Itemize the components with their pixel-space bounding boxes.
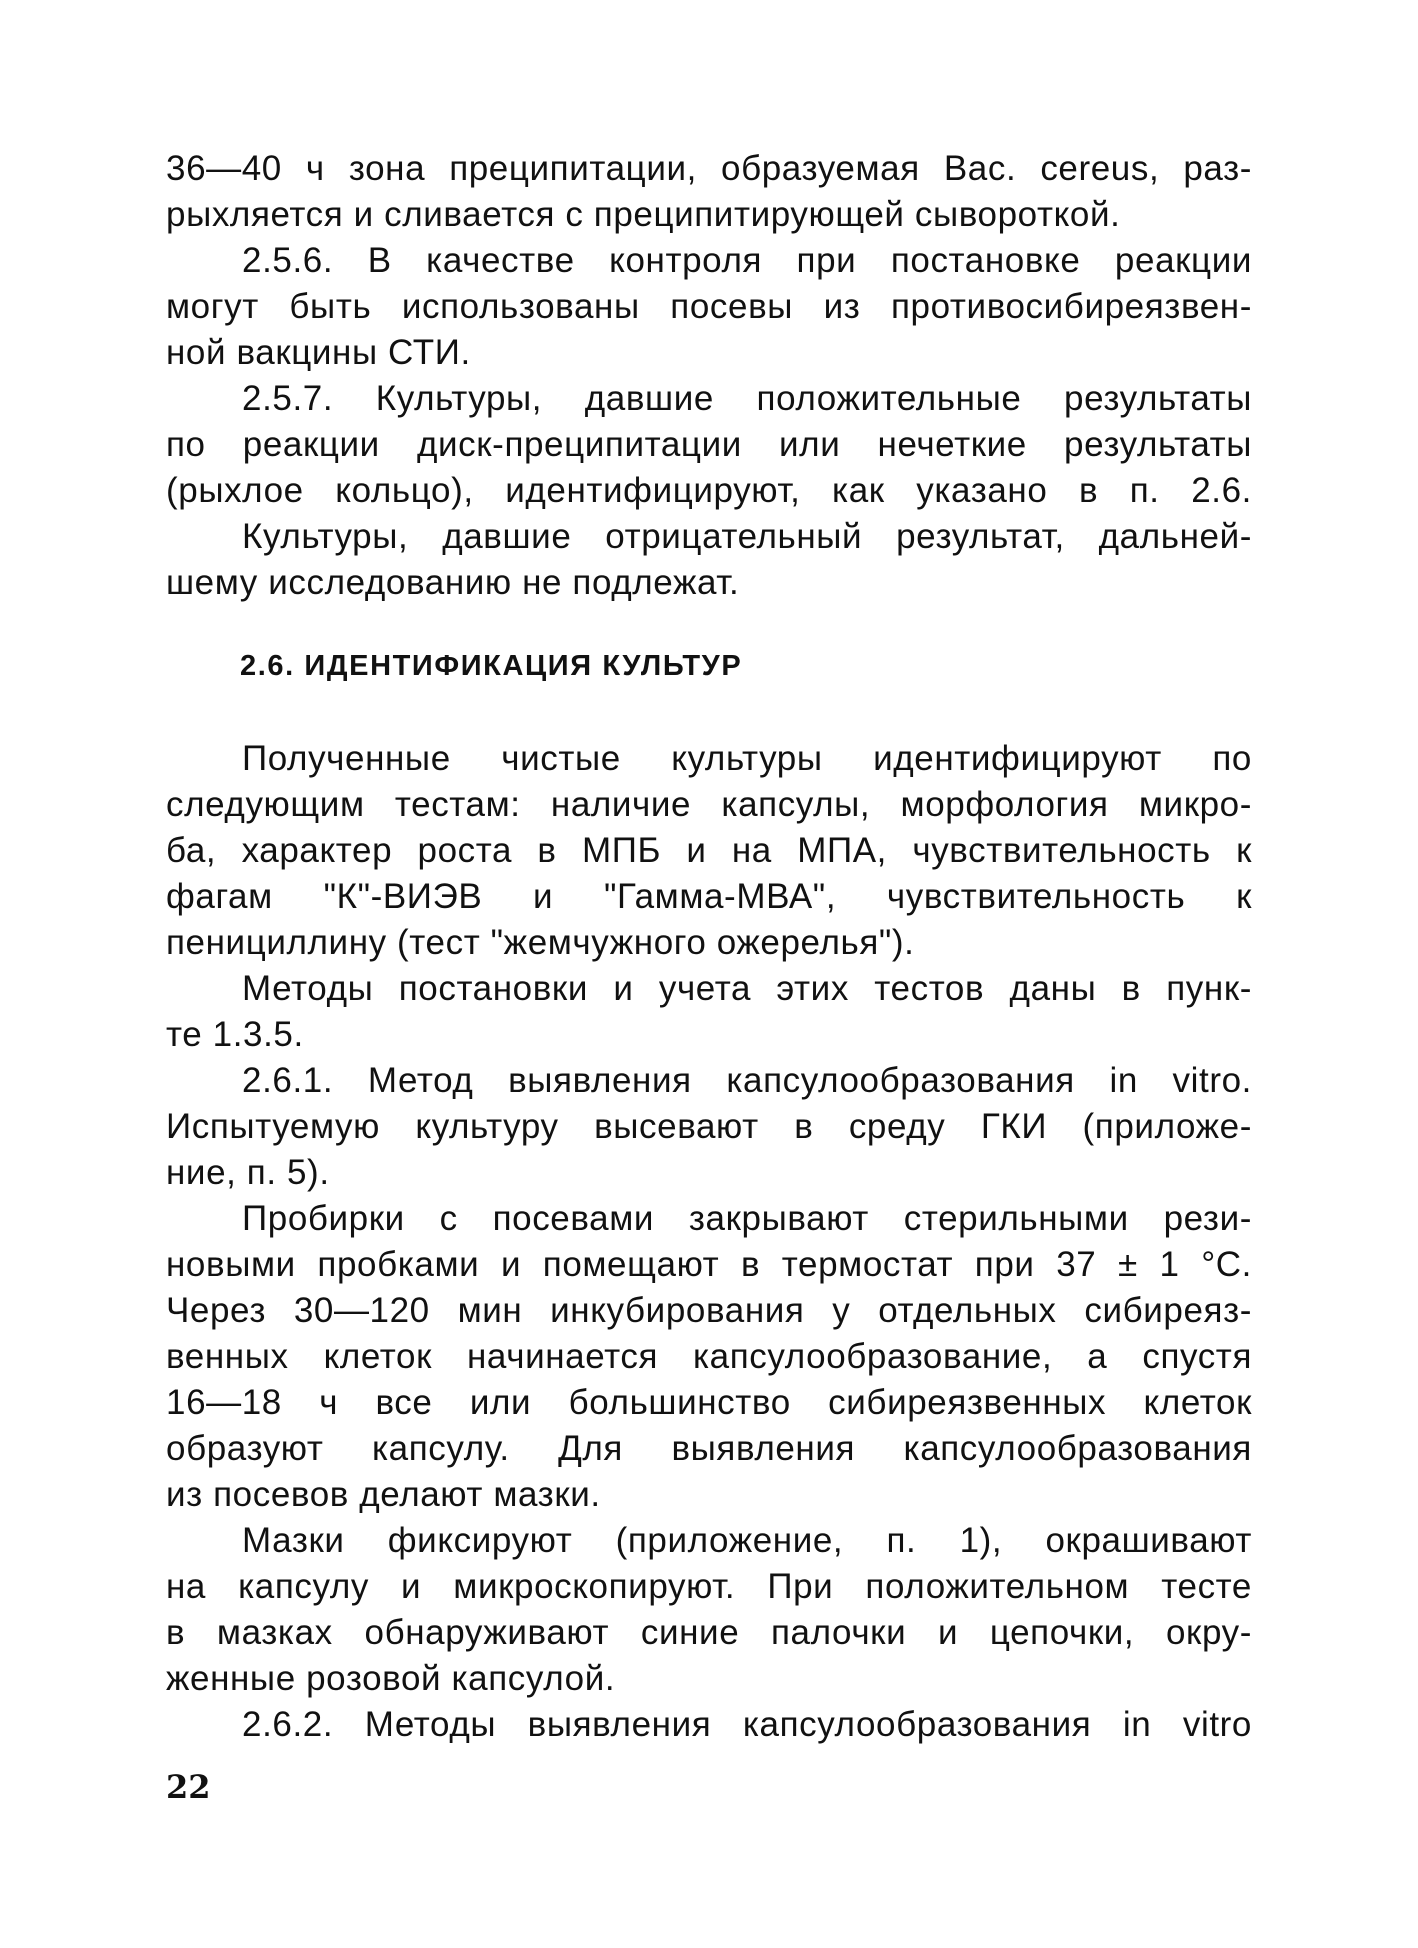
text-line: следующим тестам: наличие капсулы, морфология микро- [166,785,1252,824]
text-line: пенициллину (тест "жемчужного ожерелья"). [166,923,915,962]
text-block-continuation [166,146,1252,606]
text-line: Испытуемую культуру высевают в среду ГКИ (приложе- [166,1107,1252,1146]
text-line: рыхляется и сливается с преципитирующей сывороткой. [166,195,1121,234]
text-line: ба, характер роста в МПБ и на МПА, чувствительность к [166,831,1252,870]
text-line: Пробирки с посевами закрывают стерильными рези- [242,1199,1252,1238]
text-line: на капсулу и микроскопируют. При положительном тесте [166,1567,1252,1606]
text-line: Полученные чистые культуры идентифицируют по [242,739,1252,778]
text-line: по реакции диск-преципитации или нечеткие результаты [166,425,1252,464]
text-line: женные розовой капсулой. [166,1659,616,1698]
text-line: 36—40 ч зона преципитации, образуемая Вас. cereus, раз- [166,149,1252,188]
text-line: (рыхлое кольцо), идентифицируют, как указано в п. 2.6. [166,471,1252,510]
text-line: 2.6.1. Метод выявления капсулообразования in vitro. [242,1061,1252,1100]
text-line: Мазки фиксируют (приложение, п. 1), окрашивают [242,1521,1252,1560]
text-line: образуют капсулу. Для выявления капсулообразования [166,1429,1252,1468]
text-line: шему исследованию не подлежат. [166,563,740,602]
section-heading: 2.6. ИДЕНТИФИКАЦИЯ КУЛЬТУР [240,650,743,682]
text-line: 2.5.7. Культуры, давшие положительные результаты [242,379,1252,418]
text-line: ной вакцины СТИ. [166,333,471,372]
text-line: Через 30—120 мин инкубирования у отдельных сибиреяз- [166,1291,1252,1330]
text-line: ние, п. 5). [166,1153,330,1192]
text-line: Методы постановки и учета этих тестов даны в пунк- [242,969,1252,1008]
page-number: 22 [166,1768,211,1806]
text-line: из посевов делают мазки. [166,1475,601,1514]
text-line: Культуры, давшие отрицательный результат, дальней- [242,517,1252,556]
text-line: в мазках обнаруживают синие палочки и цепочки, окру- [166,1613,1252,1652]
text-block-section [166,736,1252,1748]
text-line: новыми пробками и помещают в термостат при 37 ± 1 °С. [166,1245,1252,1284]
text-line: фагам "К"-ВИЭВ и "Гамма-МВА", чувствительность к [166,877,1252,916]
text-line: 16—18 ч все или большинство сибиреязвенных клеток [166,1383,1252,1422]
text-line: 2.5.6. В качестве контроля при постановке реакции [242,241,1252,280]
text-line: 2.6.2. Методы выявления капсулообразования in vitro [242,1705,1252,1744]
text-line: венных клеток начинается капсулообразование, а спустя [166,1337,1252,1376]
text-line: могут быть использованы посевы из противосибиреязвен- [166,287,1252,326]
text-line: те 1.3.5. [166,1015,304,1054]
